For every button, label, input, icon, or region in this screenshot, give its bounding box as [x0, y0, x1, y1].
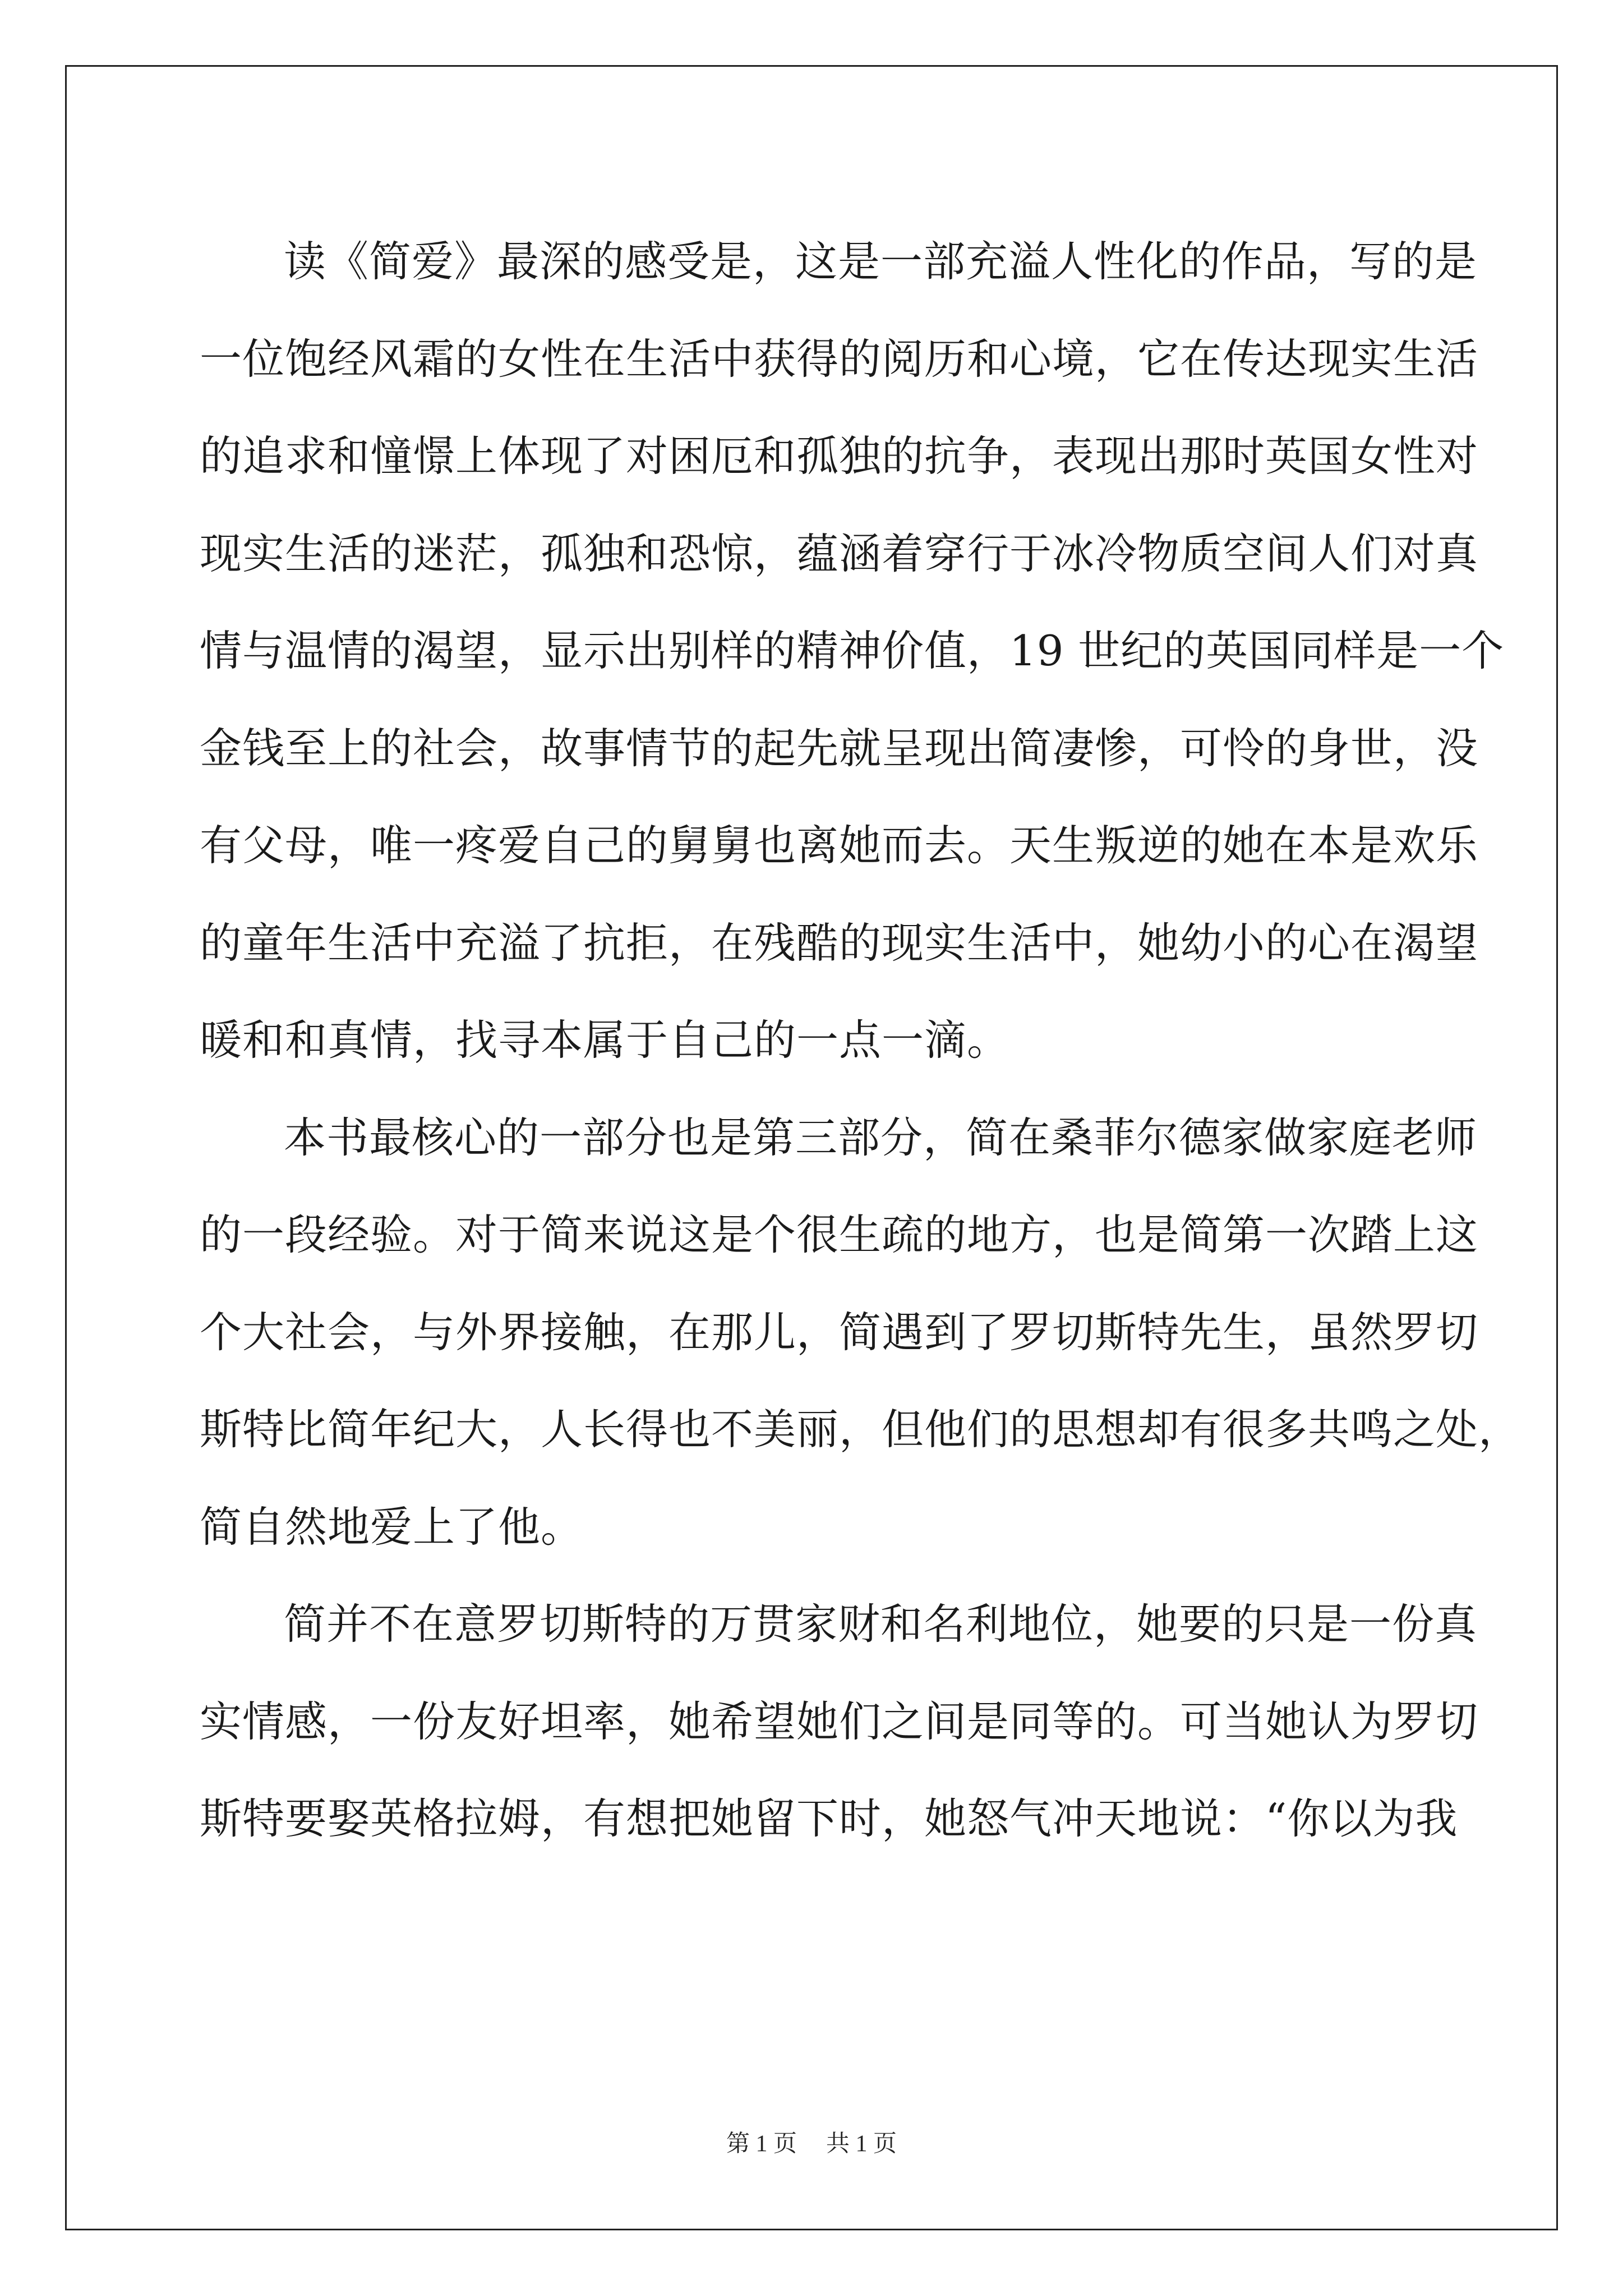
page-number: 第 1 页 — [726, 2131, 797, 2157]
text-line: 情与温情的渴望，显示出别样的精神价值，19 世纪的英国同样是一个 — [200, 626, 1505, 675]
page-total: 共 1 页 — [826, 2131, 897, 2157]
text-line: 的追求和憧憬上体现了对困厄和孤独的抗争，表现出那时英国女性对 — [200, 431, 1479, 481]
text-line: 个大社会，与外界接触，在那儿，简遇到了罗切斯特先生，虽然罗切 — [200, 1307, 1479, 1357]
text-line: 本书最核心的一部分也是第三部分，简在桑菲尔德家做家庭老师 — [284, 1112, 1478, 1162]
text-line: 的一段经验。对于简来说这是个很生疏的地方，也是简第一次踏上这 — [200, 1210, 1479, 1259]
text-line: 暖和和真情，找寻本属于自己的一点一滴。 — [200, 1015, 1010, 1065]
text-line: 读《简爱》最深的感受是，这是一部充溢人性化的作品，写的是 — [284, 237, 1478, 286]
document-body — [200, 213, 1521, 1868]
text-line: 金钱至上的社会，故事情节的起先就呈现出简凄惨，可怜的身世，没 — [200, 723, 1479, 773]
text-line: 简并不在意罗切斯特的万贯家财和名利地位，她要的只是一份真 — [284, 1599, 1478, 1649]
text-line: 的童年生活中充溢了抗拒，在残酷的现实生活中，她幼小的心在渴望 — [200, 918, 1479, 968]
text-line: 一位饱经风霜的女性在生活中获得的阅历和心境，它在传达现实生活 — [200, 334, 1479, 384]
text-line: 现实生活的迷茫，孤独和恐惊，蕴涵着穿行于冰冷物质空间人们对真 — [200, 528, 1479, 578]
text-line: 斯特比简年纪大，人长得也不美丽，但他们的思想却有很多共鸣之处， — [200, 1405, 1521, 1454]
text-line: 实情感，一份友好坦率，她希望她们之间是同等的。可当她认为罗切 — [200, 1696, 1479, 1746]
page-footer — [0, 2125, 1623, 2159]
text-line: 斯特要娶英格拉姆，有想把她留下时，她怒气冲天地说：“你以为我 — [200, 1794, 1458, 1843]
text-line: 简自然地爱上了他。 — [200, 1502, 584, 1552]
text-line: 有父母，唯一疼爱自己的舅舅也离她而去。天生叛逆的她在本是欢乐 — [200, 821, 1479, 870]
